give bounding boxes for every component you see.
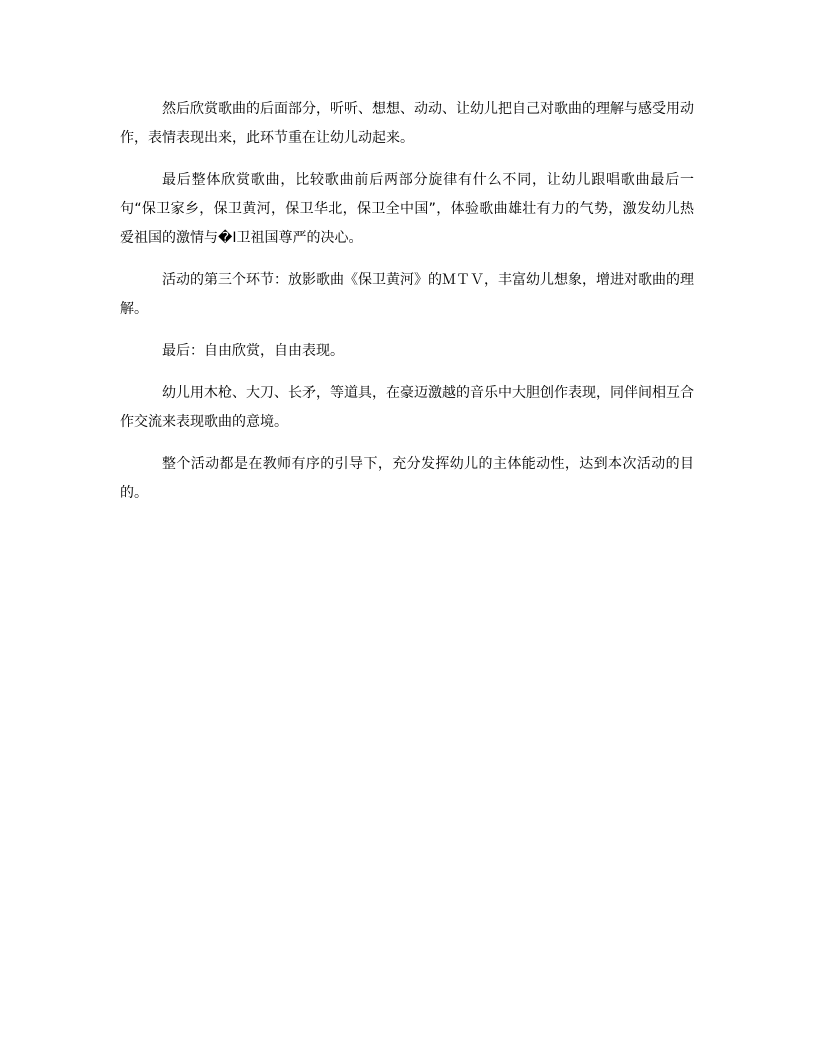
paragraph-6: 整个活动都是在教师有序的引导下，充分发挥幼儿的主体能动性，达到本次活动的目的。 [120, 456, 694, 501]
paragraph-3: 活动的第三个环节：放影歌曲《保卫黄河》的ＭＴＶ，丰富幼儿想象，增进对歌曲的理解。 [120, 272, 694, 317]
paragraph-4: 最后：自由欣赏，自由表现。 [162, 343, 344, 359]
paragraph-1: 然后欣赏歌曲的后面部分，听听、想想、动动、让幼儿把自己对歌曲的理解与感受用动作，表情表现出来，此环节重在让幼儿动起来。 [120, 101, 694, 146]
paragraph-5: 幼儿用木枪、大刀、长矛，等道具，在豪迈激越的音乐中大胆创作表现，同伴间相互合作交流来表现歌曲的意境。 [120, 385, 694, 430]
document-body [120, 95, 694, 521]
paragraph-2: 最后整体欣赏歌曲，比较歌曲前后两部分旋律有什么不同，让幼儿跟唱歌曲最后一句“保卫家乡，保卫黄河，保卫华北，保卫全中国”，体验歌曲雄壮有力的气势，激发幼儿热爱祖国的激情与�I卫祖国尊严的决心。 [120, 172, 694, 246]
